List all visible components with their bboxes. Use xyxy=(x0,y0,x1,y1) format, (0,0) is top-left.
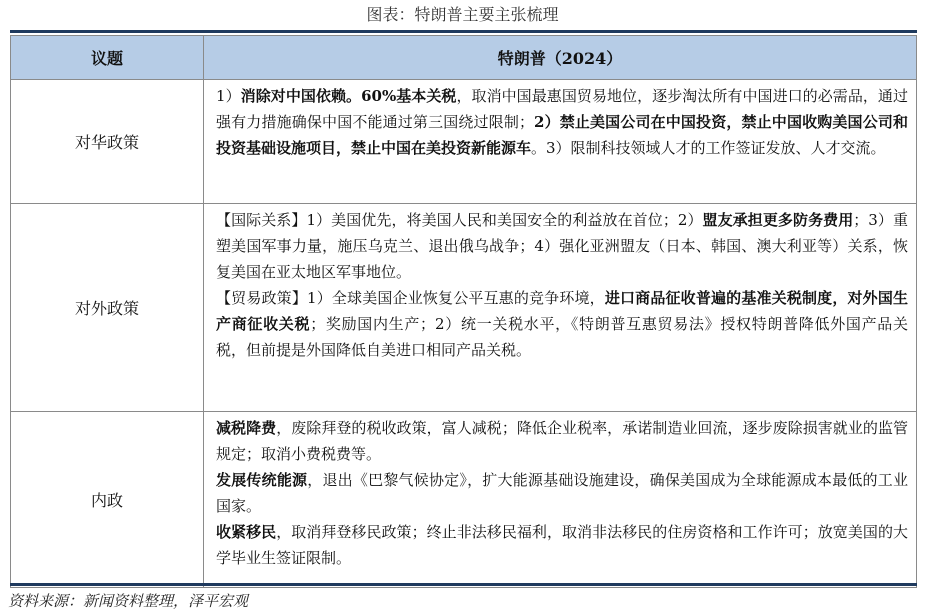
bold-text-segment: 进口商品征收普遍的基准关税制度，对外国生产商征收关税 xyxy=(216,289,908,333)
bottom-rule xyxy=(10,583,917,586)
row-topic: 对华政策 xyxy=(11,80,204,204)
text-segment: 【国际关系】1）美国优先，将美国人民和美国安全的利益放在首位；2） xyxy=(216,211,703,229)
row-content xyxy=(204,204,917,412)
text-segment: ；奖励国内生产；2）统一关税水平，《特朗普互惠贸易法》授权特朗普降低外国产品关税，但前提是外国降低自美进口相同产品关税。 xyxy=(216,315,908,359)
top-rule xyxy=(10,30,917,33)
bold-text-segment: 盟友承担更多防务费用 xyxy=(702,211,854,229)
policy-table xyxy=(10,35,917,588)
content-paragraph xyxy=(216,83,908,161)
bold-text-segment: 减税降费 xyxy=(216,419,277,437)
content-paragraph xyxy=(216,519,908,571)
content-paragraph xyxy=(216,285,908,363)
row-topic: 对外政策 xyxy=(11,204,204,412)
header-row xyxy=(11,36,917,80)
bold-text-segment: 消除对中国依赖。60%基本关税 xyxy=(240,87,457,105)
row-content xyxy=(204,412,917,588)
content-paragraph xyxy=(216,415,908,467)
text-segment: 。3）限制科技领域人才的工作签证发放、人才交流。 xyxy=(531,139,886,157)
header-trump-2024: 特朗普（2024） xyxy=(204,36,917,80)
bold-text-segment: 2）禁止美国公司在中国投资，禁止中国收购美国公司和投资基础设施项目，禁止中国在美投资新能源车 xyxy=(216,113,908,157)
text-segment: ；3）重塑美国军事力量，施压乌克兰、退出俄乌战争；4）强化亚洲盟友（日本、韩国、澳大利亚等）关系，恢复美国在亚太地区军事地位。 xyxy=(216,211,908,281)
content-paragraph xyxy=(216,467,908,519)
text-segment: ，废除拜登的税收政策，富人减税；降低企业税率，承诺制造业回流，逐步废除损害就业的监管规定；取消小费税费等。 xyxy=(216,419,908,463)
text-segment: 【贸易政策】1）全球美国企业恢复公平互惠的竞争环境， xyxy=(216,289,605,307)
row-content xyxy=(204,80,917,204)
bold-text-segment: 发展传统能源 xyxy=(216,471,308,489)
text-segment: 1） xyxy=(216,87,241,105)
text-segment: ，取消中国最惠国贸易地位，逐步淘汰所有中国进口的必需品，通过强有力措施确保中国不能通过第三国绕过限制； xyxy=(216,87,908,131)
text-segment: ，取消拜登移民政策；终止非法移民福利，取消非法移民的住房资格和工作许可；放宽美国的大学毕业生签证限制。 xyxy=(216,523,908,567)
text-segment: ，退出《巴黎气候协定》，扩大能源基础设施建设，确保美国成为全球能源成本最低的工业国家。 xyxy=(216,471,908,515)
content-paragraph xyxy=(216,207,908,285)
table-row xyxy=(11,80,917,204)
header-topic: 议题 xyxy=(11,36,204,80)
table-row xyxy=(11,412,917,588)
source-note: 资料来源：新闻资料整理，泽平宏观 xyxy=(8,592,249,610)
row-topic: 内政 xyxy=(11,412,204,588)
table-row xyxy=(11,204,917,412)
table-caption: 图表：特朗普主要主张梳理 xyxy=(366,5,559,24)
bold-text-segment: 收紧移民 xyxy=(216,523,277,541)
